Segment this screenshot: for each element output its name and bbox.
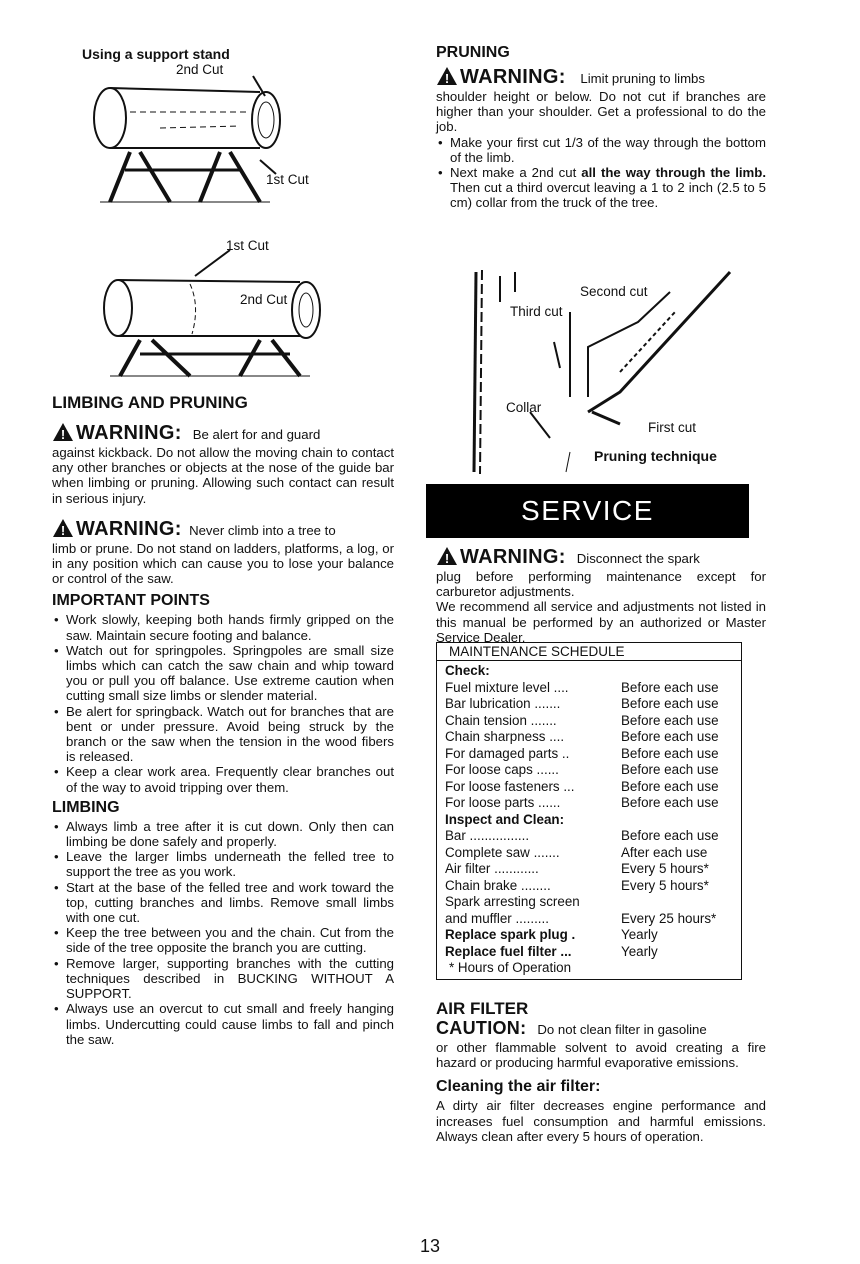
log-on-stand-illustration-2 <box>100 236 340 386</box>
right-column-air-filter <box>436 1000 766 1144</box>
table-row: Complete saw ....... After each use <box>445 844 708 860</box>
warning-spark <box>436 546 766 569</box>
list-item: • Work slowly, keeping both hands firmly gripped on the saw. Maintain secure footing and balance. <box>52 612 394 642</box>
table-row: Fuel mixture level .... Before each use <box>445 679 719 695</box>
schedule-footnote: * Hours of Operation <box>449 960 572 975</box>
cleaning-heading: Cleaning the air filter: <box>436 1078 601 1096</box>
warning-triangle-icon <box>436 546 458 566</box>
warning-kickback-text: against kickback. Do not allow the moving chain to contact any other branches or objects at the nose of the guide bar when limbing or pruning. Allowing such contact can result in serious injury. <box>52 445 394 506</box>
limbing-heading: LIMBING <box>52 798 120 816</box>
pruning-technique-figure <box>470 262 750 480</box>
air-filter-heading: AIR FILTER <box>436 999 529 1018</box>
table-row: For damaged parts .. Before each use <box>445 745 719 761</box>
warning-spark-text: plug before performing maintenance except for carburetor adjustments. <box>436 569 766 600</box>
table-row: Replace fuel filter ... Yearly <box>445 943 658 959</box>
limbing-list <box>52 819 394 1047</box>
pruning-heading: PRUNING <box>436 44 510 61</box>
fig1-label-2nd-cut: 2nd Cut <box>176 62 224 77</box>
warning-climb-text: limb or prune. Do not stand on ladders, platforms, a log, or in any position which can cause you to lose your balance or control of the saw. <box>52 540 394 587</box>
warning-pruning-text: shoulder height or below. Do not cut if branches are higher than your shoulder. Get a professional to do the job. <box>436 89 766 135</box>
warning-label: WARNING: <box>76 517 182 540</box>
list-item: • Keep the tree between you and the chain. Cut from the side of the tree opposite the branch you are cutting. <box>52 925 394 955</box>
warning-pruning <box>436 66 766 89</box>
table-row: Spark arresting screen <box>445 894 580 909</box>
table-row: For loose fasteners ... Before each use <box>445 778 719 794</box>
warning-climb <box>52 518 394 541</box>
caution-label: CAUTION: <box>436 1018 527 1038</box>
warning-triangle-icon <box>436 66 458 86</box>
table-row: For loose parts ...... Before each use <box>445 795 719 810</box>
fig1-label-1st-cut: 1st Cut <box>266 172 309 187</box>
important-points-list <box>52 612 394 794</box>
list-item: • Leave the larger limbs underneath the felled tree to support the tree as you work. <box>52 849 394 879</box>
support-stand-figure-1 <box>70 62 310 212</box>
table-row: Bar lubrication ....... Before each use <box>445 696 719 711</box>
service-banner: SERVICE <box>426 484 749 538</box>
left-column <box>52 394 394 1047</box>
svg-text:!: ! <box>444 551 450 566</box>
schedule-title: MAINTENANCE SCHEDULE <box>437 643 741 661</box>
figure-caption: Pruning technique <box>594 448 717 464</box>
right-column-top <box>436 44 766 211</box>
list-item: • Make your first cut 1/3 of the way through the bottom of the limb. <box>436 135 766 165</box>
maintenance-schedule <box>436 642 742 980</box>
limbing-pruning-heading: LIMBING AND PRUNING <box>52 393 248 412</box>
support-stand-figure-2 <box>100 236 340 386</box>
caution-solvent <box>436 1018 766 1040</box>
label-third-cut: Third cut <box>510 304 563 319</box>
label-second-cut: Second cut <box>580 284 648 299</box>
svg-text:!: ! <box>60 522 66 538</box>
fig2-label-1st-cut: 1st Cut <box>226 238 269 253</box>
table-row: Bar ................ Before each use <box>445 828 719 843</box>
important-points-heading: IMPORTANT POINTS <box>52 592 210 610</box>
page-number: 13 <box>419 1236 441 1256</box>
check-label: Check: <box>445 663 490 678</box>
table-row: For loose caps ...... Before each use <box>445 762 719 777</box>
warning-pruning-first: Limit pruning to limbs <box>580 71 705 86</box>
caution-text: or other flammable solvent to avoid creating a fire hazard or producing harmful evaporative emissions. <box>436 1040 766 1071</box>
list-item: • Remove larger, supporting branches with the cutting techniques described in BUCKING WITHOUT A SUPPORT. <box>52 956 394 1002</box>
list-item: • Always use an overcut to cut small and freely hanging limbs. Undercutting could cause limbs to fall and pinch the saw. <box>52 1001 394 1047</box>
warning-triangle-icon <box>52 422 74 442</box>
cleaning-text: A dirty air filter decreases engine performance and increases fuel consumption and harmful emissions. Always clean after every 5 hours of operation. <box>436 1098 766 1144</box>
list-item: • Start at the base of the felled tree and work toward the top, cutting branches and limbs. Remove small limbs with one cut. <box>52 880 394 926</box>
table-row: Chain brake ........ Every 5 hours* <box>445 877 709 893</box>
table-row: Chain tension ....... Before each use <box>445 712 719 728</box>
list-item: • Keep a clear work area. Frequently clear branches out of the way to avoid tripping over them. <box>52 764 394 794</box>
fig2-label-2nd-cut: 2nd Cut <box>240 292 288 307</box>
warning-kickback-first: Be alert for and guard <box>192 427 321 442</box>
table-row: and muffler ......... Every 25 hours* <box>445 910 717 926</box>
label-first-cut: First cut <box>648 420 697 435</box>
warning-spark-first: Disconnect the spark <box>576 551 700 566</box>
label-collar: Collar <box>506 400 542 415</box>
pruning-list <box>436 135 766 211</box>
list-item: • Next make a 2nd cut all the way through the limb. Then cut a third overcut leaving a 1 to 2 inch (2.5 to 5 cm) collar from the truck of the tree. <box>436 165 766 211</box>
list-item: • Watch out for springpoles. Springpoles are small size limbs which can catch the saw chain and whip toward you or pull you off balance. Use extreme caution when cutting small size limbs or slender material. <box>52 643 394 704</box>
right-column-service <box>436 546 766 645</box>
svg-text:!: ! <box>444 71 450 86</box>
recommend-text: We recommend all service and adjustments not listed in this manual be performed by an authorized or Master Service Dealer. <box>436 599 766 645</box>
table-row: Chain sharpness .... Before each use <box>445 729 719 744</box>
warning-label: WARNING: <box>76 422 182 444</box>
svg-text:!: ! <box>60 427 66 442</box>
inspect-label: Inspect and Clean: <box>445 811 565 827</box>
table-row: Air filter ............ Every 5 hours* <box>445 861 709 876</box>
warning-kickback <box>52 422 394 445</box>
caution-first: Do not clean filter in gasoline <box>537 1022 707 1037</box>
warning-label: WARNING: <box>460 66 566 88</box>
list-item: • Be alert for springback. Watch out for branches that are bent or under pressure. Avoid being struck by the branch or the saw when the tension in the wood fibers is released. <box>52 704 394 765</box>
warning-triangle-icon <box>52 518 74 538</box>
warning-label: WARNING: <box>460 546 566 568</box>
log-on-stand-illustration-1 <box>70 62 310 212</box>
support-stand-heading: Using a support stand <box>82 46 230 62</box>
warning-climb-first: Never climb into a tree to <box>189 522 336 538</box>
list-item: • Always limb a tree after it is cut down. Only then can limbing be done safely and properly. <box>52 819 394 849</box>
table-row: Replace spark plug . Yearly <box>445 927 658 942</box>
